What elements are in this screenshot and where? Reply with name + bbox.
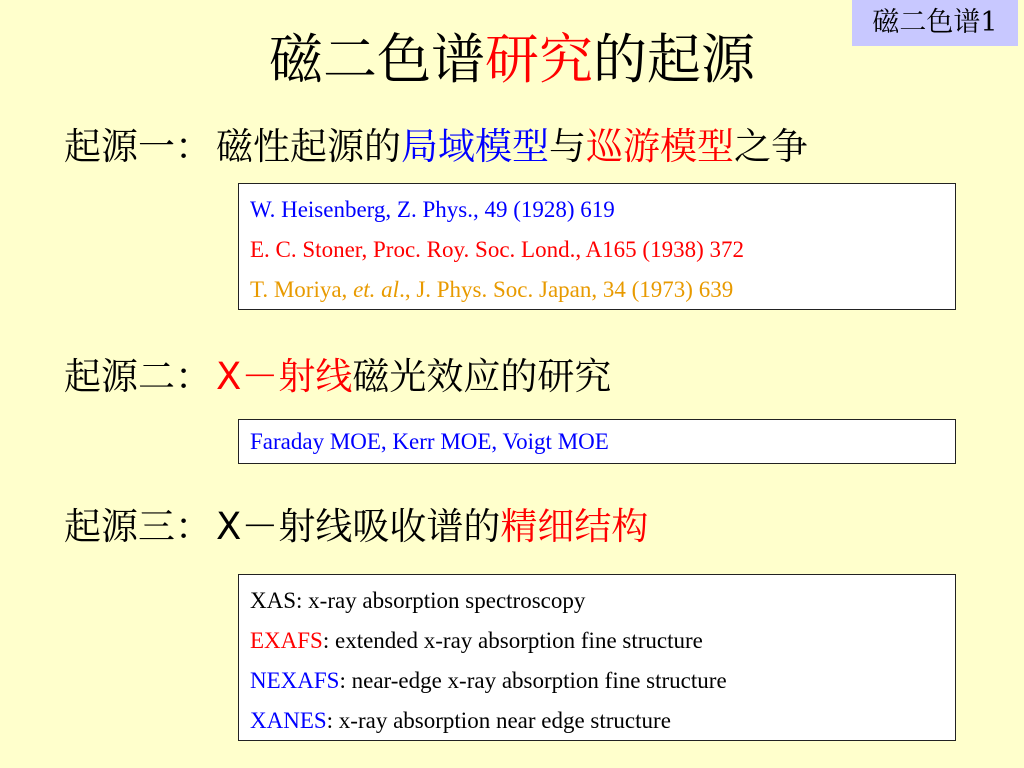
origin-2-label: 起源二： xyxy=(64,355,212,398)
glossary-definition: : x-ray absorption spectroscopy xyxy=(296,588,586,613)
origin-3-heading xyxy=(64,504,648,550)
reference-line xyxy=(250,270,955,310)
origin-2-text-2: 磁光效应的研究 xyxy=(352,355,612,398)
reference-text: T. Moriya, xyxy=(250,277,354,302)
reference-line: E. C. Stoner, Proc. Roy. Soc. Lond., A165 (1938) 372 xyxy=(250,237,744,262)
origin-1-text-3: 与 xyxy=(549,125,586,168)
title-part-3: 的起源 xyxy=(593,28,755,91)
reference-line: W. Heisenberg, Z. Phys., 49 (1928) 619 xyxy=(250,197,615,222)
origin-1-text-4: 巡游模型 xyxy=(586,125,734,168)
origin-1-text-1: 磁性起源的 xyxy=(216,125,401,168)
origin-2-text-1: X－射线 xyxy=(216,355,353,398)
origin-2-heading xyxy=(64,354,611,400)
glossary-term: XANES xyxy=(250,708,327,733)
origin-1-text-5: 之争 xyxy=(734,125,808,168)
reference-line: Faraday MOE, Kerr MOE, Voigt MOE xyxy=(250,429,609,454)
slide-tag: 磁二色谱1 xyxy=(852,0,1018,46)
reference-italic-text: et. al xyxy=(353,277,400,302)
origin-1-text-2: 局域模型 xyxy=(401,125,549,168)
origin-3-glossary-box xyxy=(238,574,956,741)
slide-title xyxy=(0,22,1024,98)
origin-3-label: 起源三： xyxy=(64,505,212,548)
origin-3-text-2: 精细结构 xyxy=(500,505,649,548)
origin-1-references-box xyxy=(238,183,956,310)
origin-1-heading xyxy=(64,124,808,170)
glossary-line xyxy=(250,621,955,661)
glossary-line xyxy=(250,661,955,701)
origin-2-references-box xyxy=(238,419,956,464)
glossary-term: NEXAFS xyxy=(250,668,340,693)
origin-3-text-1: X－射线吸收谱的 xyxy=(216,505,501,548)
glossary-definition: : extended x-ray absorption fine structure xyxy=(322,628,703,653)
origin-1-label: 起源一： xyxy=(64,125,212,168)
glossary-term: XAS xyxy=(250,588,297,613)
glossary-definition: : near-edge x-ray absorption fine structure xyxy=(339,668,727,693)
glossary-line xyxy=(250,701,955,741)
glossary-line xyxy=(250,581,955,621)
glossary-term: EXAFS xyxy=(250,628,323,653)
title-part-2: 研究 xyxy=(485,28,593,91)
glossary-definition: : x-ray absorption near edge structure xyxy=(326,708,671,733)
reference-text: ., J. Phys. Soc. Japan, 34 (1973) 639 xyxy=(399,277,734,302)
title-part-1: 磁二色谱 xyxy=(269,28,485,91)
